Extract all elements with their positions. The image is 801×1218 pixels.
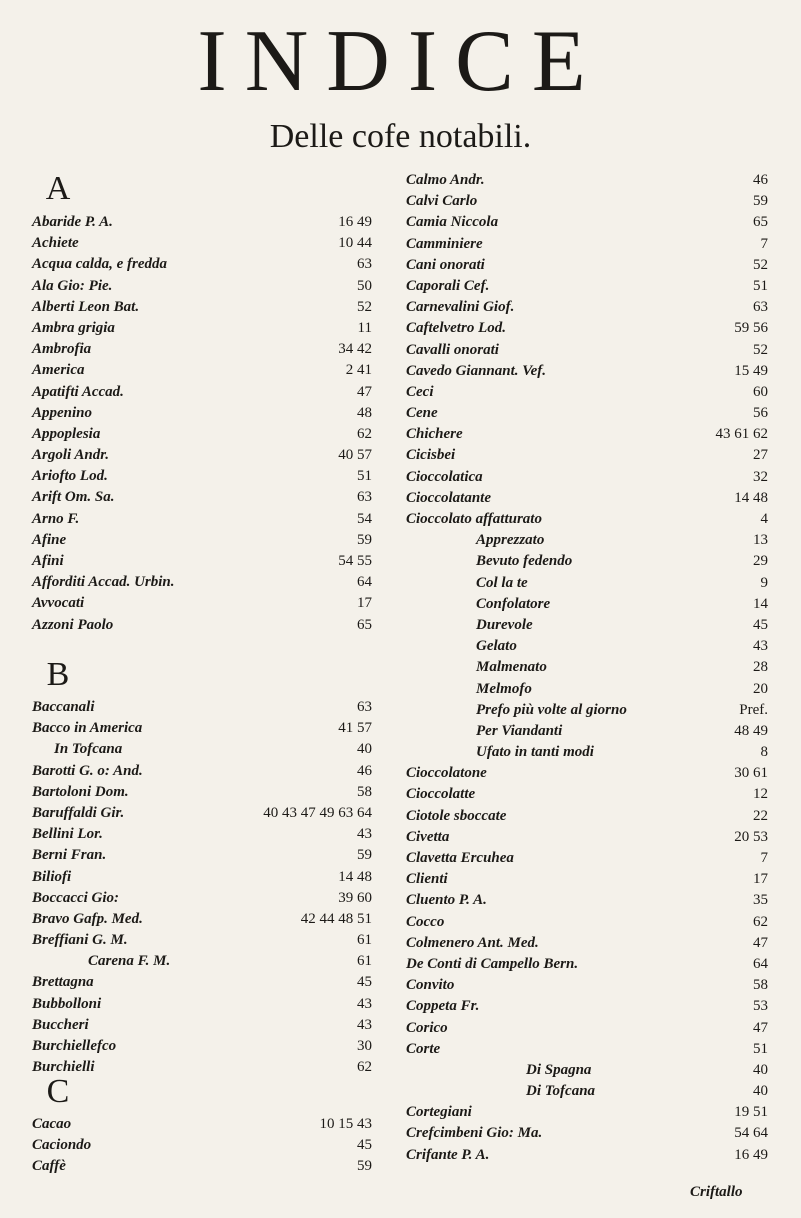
entry-pages: 27 <box>753 447 768 464</box>
entry-name: Clienti <box>406 871 448 888</box>
entry-name: Corte <box>406 1040 441 1057</box>
index-entry <box>32 530 372 551</box>
index-entry <box>406 763 768 784</box>
entry-pages: 30 61 <box>734 765 768 782</box>
entry-name: Afforditi Accad. Urbin. <box>32 574 175 591</box>
entry-pages: 40 57 <box>338 447 372 464</box>
entry-name: In Tofcana <box>54 741 123 758</box>
entry-name: Cioccolato affatturato <box>406 511 542 527</box>
index-entry <box>406 382 768 403</box>
entry-name: Gelato <box>476 638 517 655</box>
entry-name: Apprezzato <box>476 532 545 549</box>
index-entry <box>406 594 768 615</box>
entry-pages: 45 <box>753 616 768 633</box>
entry-name: Ufato in tanti modi <box>476 744 594 761</box>
index-entry <box>406 827 768 848</box>
entry-name: Ariofto Lod. <box>32 468 108 485</box>
entry-name: Caftelvetro Lod. <box>406 320 506 337</box>
entry-pages: 14 <box>753 595 768 612</box>
entry-pages: 32 <box>753 468 768 485</box>
entry-pages: 48 <box>357 404 372 421</box>
index-entry <box>32 1156 372 1177</box>
entry-pages: 58 <box>357 783 372 800</box>
left-section-c <box>32 1114 372 1178</box>
entry-name: Malmenato <box>476 659 547 676</box>
index-entry <box>32 339 372 360</box>
entry-name: Bravo Gafp. Med. <box>32 910 143 927</box>
entry-pages: 41 57 <box>338 720 372 737</box>
entry-pages: 52 <box>753 341 768 358</box>
index-entry <box>406 954 768 975</box>
entry-pages: 62 <box>753 913 768 930</box>
entry-pages: 16 49 <box>338 214 372 230</box>
entry-pages: 52 <box>753 256 768 273</box>
left-section-a <box>32 212 372 636</box>
entry-name: Ciotole sboccate <box>406 807 507 824</box>
entry-name: Afini <box>32 553 64 569</box>
entry-pages: 51 <box>753 1040 768 1057</box>
entry-pages: 63 <box>357 489 372 506</box>
index-entry <box>406 679 768 700</box>
entry-name: Bellini Lor. <box>32 826 103 843</box>
entry-pages: 11 <box>357 319 372 336</box>
index-entry <box>32 572 372 593</box>
index-entry <box>406 488 768 509</box>
entry-name: America <box>32 362 85 379</box>
index-entry <box>32 930 372 951</box>
entry-pages: 47 <box>753 1019 768 1036</box>
entry-name: Carena F. M. <box>88 953 171 970</box>
entry-name: Ceci <box>406 383 434 400</box>
index-entry <box>406 530 768 551</box>
index-entry <box>32 1114 372 1135</box>
section-letter-b: B <box>46 656 70 693</box>
entry-pages: 64 <box>753 955 768 972</box>
entry-name: Cioccolatte <box>406 786 476 803</box>
entry-name: Buccheri <box>32 1016 89 1033</box>
entry-pages: 20 <box>753 680 768 697</box>
index-entry <box>406 1081 768 1102</box>
entry-name: Cavalli onorati <box>406 341 499 358</box>
entry-pages: 2 41 <box>345 362 372 379</box>
entry-name: Crefcimbeni Gio: Ma. <box>406 1125 543 1142</box>
entry-name: Cani onorati <box>406 256 485 273</box>
entry-pages: 48 49 <box>734 722 768 739</box>
index-entry <box>32 994 372 1015</box>
entry-name: Achiete <box>32 235 79 252</box>
entry-name: Bacco in America <box>32 720 143 737</box>
entry-pages: 46 <box>753 172 768 188</box>
index-entry <box>406 361 768 382</box>
entry-pages: 54 <box>357 510 372 527</box>
section-letter-c: C <box>46 1073 70 1110</box>
index-entry <box>406 1039 768 1060</box>
index-entry <box>406 742 768 763</box>
entry-pages: 45 <box>357 1137 372 1154</box>
index-entry <box>406 255 768 276</box>
entry-pages: 40 <box>753 1083 768 1100</box>
entry-pages: 4 <box>760 511 768 527</box>
index-entry <box>406 445 768 466</box>
entry-pages: 59 <box>753 193 768 210</box>
entry-name: Baccanali <box>32 699 95 715</box>
index-entry <box>406 975 768 996</box>
index-entry <box>32 1036 372 1057</box>
entry-pages: 61 <box>357 932 372 949</box>
entry-pages: 62 <box>357 1059 372 1076</box>
entry-name: Bartoloni Dom. <box>32 783 129 800</box>
index-entry <box>406 848 768 869</box>
entry-name: Calvi Carlo <box>406 193 478 210</box>
entry-name: Caporali Cef. <box>406 277 490 294</box>
entry-name: Cavedo Giannant. Vef. <box>406 362 547 379</box>
entry-pages: 62 <box>357 425 372 442</box>
index-entry <box>406 933 768 954</box>
entry-name: Melmofo <box>476 680 532 697</box>
index-entry <box>406 573 768 594</box>
entry-pages: 10 15 43 <box>319 1116 372 1132</box>
entry-pages: 20 53 <box>734 828 768 845</box>
entry-pages: 15 49 <box>734 362 768 379</box>
entry-pages: 39 60 <box>338 889 372 906</box>
index-entry <box>32 739 372 760</box>
entry-name: Clavetta Ercuhea <box>406 850 514 866</box>
index-entry <box>406 234 768 255</box>
index-entry <box>32 845 372 866</box>
entry-pages: 63 <box>357 699 372 715</box>
entry-name: Alberti Leon Bat. <box>32 298 140 315</box>
index-entry <box>32 951 372 972</box>
entry-name: Bubbolloni <box>32 995 102 1012</box>
entry-name: Afine <box>32 531 67 548</box>
index-entry <box>406 700 768 721</box>
index-entry <box>406 615 768 636</box>
entry-pages: 12 <box>753 786 768 803</box>
entry-name: Cioccolatone <box>406 765 487 782</box>
entry-name: Breffiani G. M. <box>32 932 128 949</box>
index-entry <box>406 1102 768 1123</box>
entry-name: Cluento P. A. <box>406 892 487 909</box>
index-entry <box>406 996 768 1017</box>
index-entry <box>32 593 372 614</box>
entry-pages: 10 44 <box>338 235 372 252</box>
entry-pages: 65 <box>357 616 372 633</box>
entry-pages: 43 <box>753 638 768 655</box>
entry-name: Brettagna <box>32 974 94 991</box>
entry-pages: 65 <box>753 214 768 231</box>
entry-pages: 43 <box>357 826 372 843</box>
entry-pages: 40 <box>357 741 372 758</box>
entry-name: Convito <box>406 977 455 994</box>
entry-pages: 45 <box>357 974 372 991</box>
entry-name: Camminiere <box>406 235 483 252</box>
entry-name: Ambra grigia <box>32 319 115 336</box>
entry-name: Di Tofcana <box>526 1083 596 1100</box>
index-entry <box>406 890 768 911</box>
index-entry <box>32 509 372 530</box>
index-entry <box>32 360 372 381</box>
entry-name: Ambrofia <box>32 341 92 358</box>
entry-name: Colmenero Ant. Med. <box>406 934 539 951</box>
index-entry <box>406 1060 768 1081</box>
index-entry <box>406 551 768 572</box>
entry-name: Ala Gio: Pie. <box>32 277 113 294</box>
index-entry <box>32 487 372 508</box>
entry-name: Boccacci Gio: <box>32 889 120 906</box>
index-entry <box>32 233 372 254</box>
entry-name: Cioccolatica <box>406 468 483 485</box>
entry-name: Carnevalini Giof. <box>406 299 515 316</box>
index-entry <box>406 212 768 233</box>
index-entry <box>406 912 768 933</box>
entry-pages: 14 48 <box>338 868 372 885</box>
index-entry <box>32 382 372 403</box>
entry-name: Appenino <box>32 404 93 421</box>
entry-pages: 59 <box>357 1158 372 1175</box>
index-entry <box>406 403 768 424</box>
entry-name: Avvocati <box>32 595 85 612</box>
index-entry <box>406 467 768 488</box>
entry-name: Calmo Andr. <box>406 172 485 188</box>
entry-name: Per Viandanti <box>476 722 563 739</box>
index-entry <box>406 869 768 890</box>
entry-name: Cicisbei <box>406 447 456 464</box>
entry-pages: 58 <box>753 977 768 994</box>
index-entry <box>32 888 372 909</box>
entry-pages: 59 56 <box>734 320 768 337</box>
entry-name: Coppeta Fr. <box>406 998 480 1015</box>
entry-pages: 59 <box>357 531 372 548</box>
entry-pages: 51 <box>753 277 768 294</box>
entry-name: Apatifti Accad. <box>32 383 124 400</box>
entry-pages: 9 <box>760 574 768 591</box>
entry-name: Cocco <box>406 913 445 930</box>
catchword: Criftallo <box>690 1184 743 1200</box>
page-title: INDICE <box>197 13 604 110</box>
entry-pages: 35 <box>753 892 768 909</box>
entry-name: Burchielli <box>32 1059 95 1076</box>
left-section-b <box>32 697 372 1078</box>
index-entry <box>406 424 768 445</box>
entry-pages: 53 <box>753 998 768 1015</box>
entry-pages: 63 <box>357 256 372 273</box>
entry-pages: 51 <box>357 468 372 485</box>
entry-name: Barotti G. o: And. <box>32 762 143 779</box>
entry-pages: 40 43 47 49 63 64 <box>263 804 372 821</box>
index-entry <box>32 1015 372 1036</box>
entry-pages: 52 <box>357 298 372 315</box>
entry-name: Crifante P. A. <box>406 1146 490 1163</box>
index-entry <box>32 424 372 445</box>
index-entry <box>32 551 372 572</box>
index-entry <box>32 254 372 275</box>
entry-pages: 14 48 <box>734 489 768 506</box>
section-letter-a: A <box>45 170 71 207</box>
index-entry <box>32 615 372 636</box>
entry-name: Cene <box>406 405 438 422</box>
index-entry <box>32 297 372 318</box>
index-entry <box>32 803 372 824</box>
entry-name: Caffè <box>32 1158 66 1175</box>
entry-pages: 47 <box>753 934 768 951</box>
entry-name: Argoli Andr. <box>32 447 109 464</box>
entry-pages: 59 <box>357 847 372 864</box>
index-entry <box>32 761 372 782</box>
index-entry <box>32 867 372 888</box>
index-entry <box>32 697 372 718</box>
entry-pages: 63 <box>753 299 768 316</box>
entry-pages: 28 <box>753 659 768 676</box>
index-entry <box>32 276 372 297</box>
entry-name: Bevuto fedendo <box>476 553 573 570</box>
index-entry <box>406 170 768 191</box>
index-entry <box>32 212 372 233</box>
index-entry <box>32 718 372 739</box>
entry-pages: 47 <box>357 383 372 400</box>
entry-pages: 46 <box>357 762 372 779</box>
index-entry <box>406 806 768 827</box>
entry-pages: 30 <box>357 1038 372 1054</box>
entry-pages: 42 44 48 51 <box>300 910 372 927</box>
entry-pages: 13 <box>753 532 768 549</box>
entry-name: Col la te <box>476 574 528 591</box>
entry-pages: 8 <box>760 744 768 761</box>
index-entry <box>406 721 768 742</box>
entry-name: Biliofi <box>32 868 72 885</box>
entry-pages: 54 55 <box>338 553 372 569</box>
index-entry <box>406 191 768 212</box>
entry-name: De Conti di Campello Bern. <box>406 955 579 972</box>
index-entry <box>406 1018 768 1039</box>
entry-pages: 56 <box>753 405 768 422</box>
index-entry <box>406 509 768 530</box>
entry-name: Durevole <box>476 616 533 633</box>
index-entry <box>32 824 372 845</box>
index-entry <box>406 340 768 361</box>
entry-pages: 43 <box>357 1016 372 1033</box>
entry-pages: 43 61 62 <box>715 426 768 443</box>
entry-name: Prefo più volte al giorno <box>476 701 627 718</box>
entry-pages: 60 <box>753 383 768 400</box>
entry-name: Chichere <box>406 426 463 443</box>
index-entry <box>32 466 372 487</box>
entry-name: Berni Fran. <box>32 847 107 864</box>
entry-pages: 17 <box>357 595 372 612</box>
entry-pages: 17 <box>753 871 768 888</box>
entry-pages: 7 <box>760 850 768 866</box>
entry-name: Arno F. <box>32 510 80 527</box>
entry-pages: 19 51 <box>734 1104 768 1121</box>
index-entry <box>406 1123 768 1144</box>
index-entry <box>406 1145 768 1166</box>
entry-pages: 43 <box>357 995 372 1012</box>
entry-name: Abaride P. A. <box>32 214 113 230</box>
entry-pages: 64 <box>357 574 372 591</box>
index-entry <box>32 972 372 993</box>
entry-name: Camia Niccola <box>406 214 499 231</box>
entry-name: Di Spagna <box>526 1061 592 1078</box>
entry-name: Appoplesia <box>32 425 101 442</box>
entry-name: Acqua calda, e fredda <box>32 256 167 273</box>
entry-name: Cortegiani <box>406 1104 472 1121</box>
entry-name: Cioccolatante <box>406 489 491 506</box>
entry-name: Cacao <box>32 1116 72 1132</box>
index-entry <box>406 318 768 339</box>
index-entry <box>406 636 768 657</box>
entry-name: Civetta <box>406 828 450 845</box>
entry-pages: 29 <box>753 553 768 570</box>
index-entry <box>406 297 768 318</box>
entry-pages: Pref. <box>739 701 768 718</box>
index-entry <box>32 909 372 930</box>
index-entry <box>32 782 372 803</box>
index-entry <box>32 318 372 339</box>
index-entry <box>32 1135 372 1156</box>
index-entry <box>406 657 768 678</box>
entry-pages: 40 <box>753 1061 768 1078</box>
entry-pages: 50 <box>357 277 372 294</box>
index-entry <box>32 445 372 466</box>
entry-pages: 16 49 <box>734 1146 768 1163</box>
index-entry <box>406 276 768 297</box>
entry-name: Burchiellefco <box>32 1038 117 1054</box>
entry-name: Corico <box>406 1019 448 1036</box>
right-column <box>406 170 768 1166</box>
index-entry <box>406 784 768 805</box>
entry-name: Azzoni Paolo <box>32 616 114 633</box>
entry-name: Confolatore <box>476 595 551 612</box>
entry-pages: 61 <box>357 953 372 970</box>
entry-pages: 54 64 <box>734 1125 768 1142</box>
page-subtitle: Delle cofe notabili. <box>269 118 532 155</box>
index-entry <box>32 403 372 424</box>
entry-pages: 7 <box>760 235 768 252</box>
entry-name: Baruffaldi Gir. <box>32 804 125 821</box>
entry-pages: 22 <box>753 807 768 824</box>
entry-pages: 34 42 <box>338 341 372 358</box>
entry-name: Caciondo <box>32 1137 92 1154</box>
entry-name: Arift Om. Sa. <box>32 489 115 506</box>
